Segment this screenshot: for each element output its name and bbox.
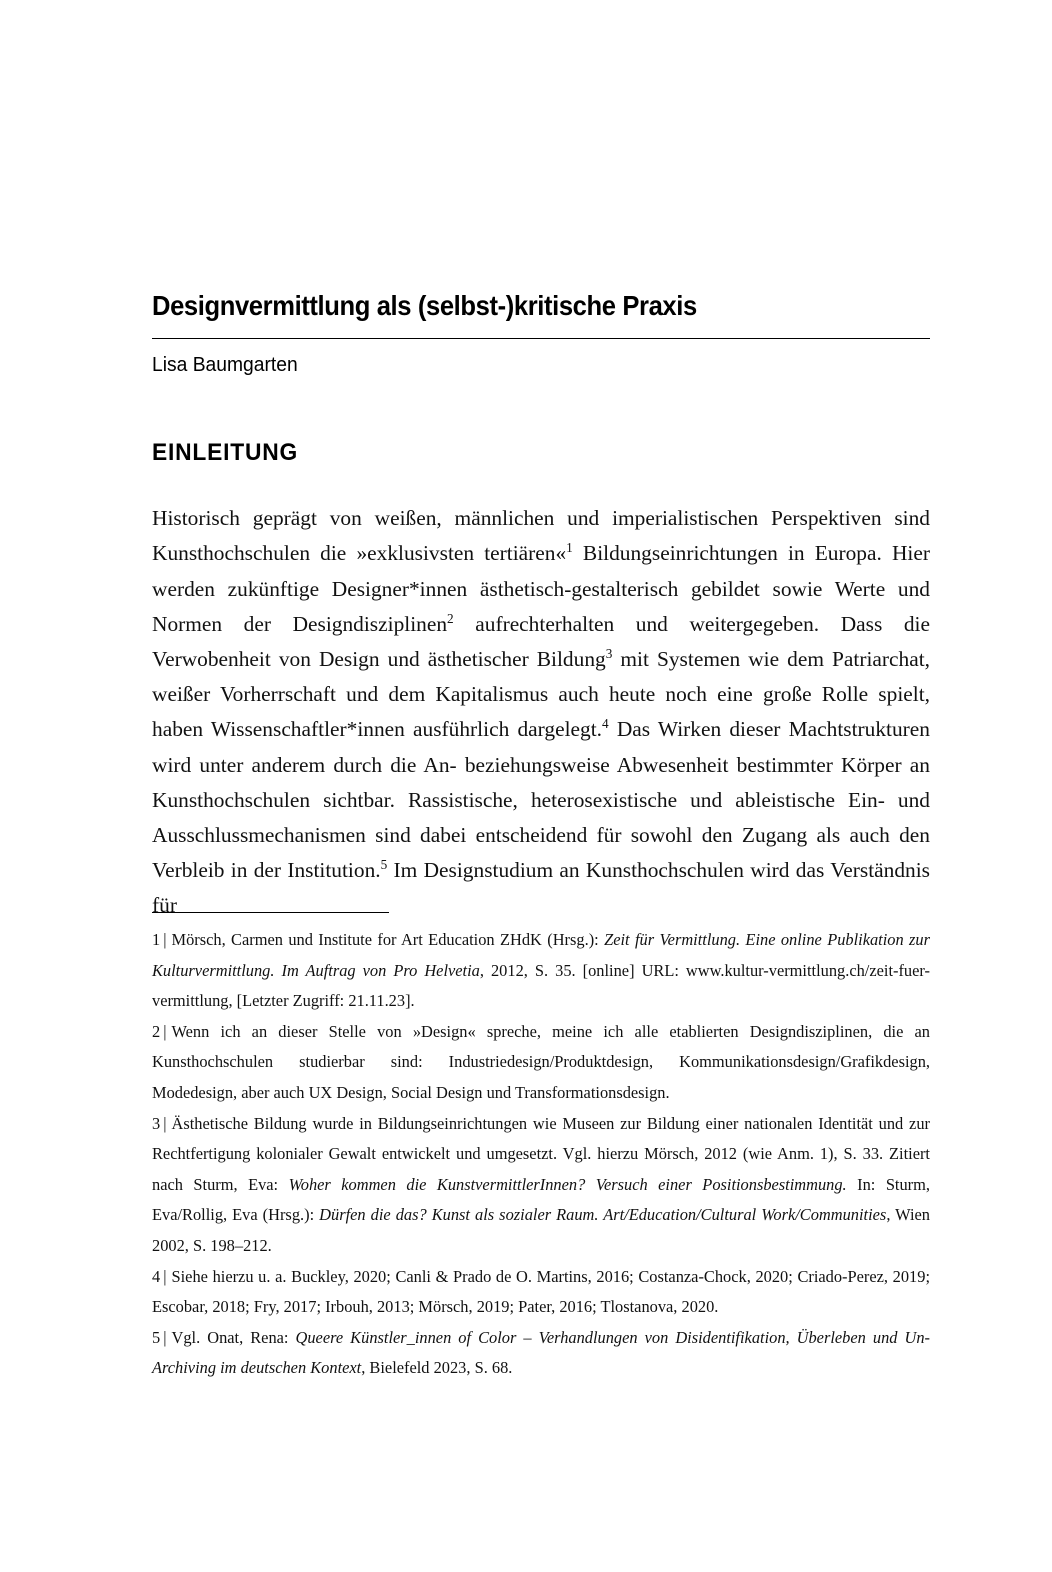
footnote-text: Siehe hierzu u. a. Buckley, 2020; Canli & Prado de O. Martins, 2016; Costanza-Chock, 2020; Criado-Perez, 2019; Escobar, 2018; Fry, 2017; Irbouh, 2013; Mörsch, 2019; Pater, 2016; Tlostanova, 2020. (152, 1266, 930, 1317)
footnote-ref-3[interactable]: 3 (605, 645, 613, 661)
article-header-and-body (152, 290, 930, 924)
footnote-number: 4 (152, 1266, 161, 1286)
footnote-text: Mörsch, Carmen und Institute for Art Education ZHdK (Hrsg.): (171, 930, 605, 949)
author-name: Lisa Baumgarten (152, 352, 298, 376)
footnote-text: , Bielefeld 2023, S. 68. (361, 1358, 513, 1378)
page-title: Designvermittlung als (selbst-)kritische Praxis (152, 290, 697, 321)
footnote-text: Vgl. Onat, Rena: (171, 1327, 296, 1347)
footnote-ref-2[interactable]: 2 (447, 610, 454, 626)
footnote-separator: | (163, 1113, 167, 1133)
body-text-segment-5: Das Wirken dieser Machtstrukturen wird unter anderem durch die An- beziehungsweise Abwesenheit bestimmter Körper an Kunsthochschulen sichtbar. Rassistische, heterosexistische und ableistische Ein- und Ausschlussmechanismen sind dabei entscheidend für sowohl den Zugang als auch den Verbleib in der Institution. (152, 717, 930, 883)
footnote-text: Wenn ich an dieser Stelle von »Design« spreche, meine ich alle etablierten Designdisziplinen, die an Kunsthochschulen studierbar sind: Industriedesign/Produktdesign, Kommunikationsdesign/Grafikdesign, Modedesign, aber auch UX Design, Social Design und Transformationsdesign. (152, 1021, 930, 1102)
footnote-item (152, 1323, 930, 1384)
body-text-segment-4: mit Systemen wie dem Patriarchat, weißer Vorherrschaft und dem Kapitalismus auch heute noch eine große Rolle spielt, haben Wissenschaftler*innen ausführlich dargelegt. (152, 647, 930, 742)
footnote-divider (152, 912, 389, 913)
footnote-ref-4[interactable]: 4 (602, 716, 609, 732)
footnote-ref-5[interactable]: 5 (380, 857, 388, 873)
footnote-title-italic: Zeit für Vermittlung. Eine online Publikation zur Kulturvermittlung. Im Auftrag von Pro Helvetia (152, 930, 931, 980)
footnote-item (152, 1017, 930, 1109)
footnote-separator: | (163, 1327, 167, 1347)
body-paragraph (152, 501, 930, 923)
footnote-separator: | (163, 930, 167, 949)
footnote-ref-1[interactable]: 1 (566, 540, 573, 556)
footnote-item (152, 1262, 930, 1323)
title-divider (152, 338, 930, 339)
footnote-item (152, 1109, 930, 1262)
body-text-segment-1: Historisch geprägt von weißen, männlichen und imperialistischen Perspektiven sind Kunsthochschulen die »exklusivsten tertiären« (152, 506, 930, 566)
footnote-title-italic: Queere Künstler_innen of Color – Verhandlungen von Disidentifikation, Überleben und Un-Archiving im deutschen Kontext (152, 1327, 930, 1378)
body-text-segment-2: Bildungseinrichtungen in Europa. Hier werden zukünftige Designer*innen ästhetisch-gestalterisch gebildet sowie Werte und Normen der Designdisziplinen (152, 541, 930, 636)
footnote-number: 1 (152, 930, 161, 949)
footnote-number: 3 (152, 1113, 161, 1133)
footnote-separator: | (163, 1266, 167, 1286)
footnote-text: Ästhetische Bildung wurde in Bildungseinrichtungen wie Museen zur Bildung einer nationalen Identität und zur Rechtfertigung kolonialer Gewalt entwickelt und umgesetzt. Vgl. hierzu Mörsch, 2012 (wie Anm. 1), S. 33. Zitiert nach Sturm, Eva: (152, 1113, 930, 1194)
footnote-item (152, 925, 930, 1017)
footnote-number: 2 (152, 1021, 161, 1041)
section-heading-einleitung: EINLEITUNG (152, 439, 299, 467)
body-text-segment-6: Im Designstudium an Kunsthochschulen wird das Verständnis für (152, 858, 930, 918)
footnote-list (152, 925, 930, 1384)
footnote-title-italic: Woher kommen die KunstvermittlerInnen? Versuch einer Positionsbestimmung. (288, 1174, 847, 1194)
footnote-title-italic: Dürfen die das? Kunst als sozialer Raum. Art/Education/Cultural Work/Communities (319, 1205, 887, 1225)
footnote-text: , Wien 2002, S. 198–212. (152, 1205, 930, 1255)
body-text-segment-3: aufrechterhalten und weitergegeben. Dass die Verwobenheit von Design und ästhetischer Bildung (152, 611, 930, 672)
footnote-separator: | (163, 1021, 167, 1041)
footnote-number: 5 (152, 1327, 161, 1347)
footnotes-section (152, 912, 930, 1384)
footnote-text: , 2012, S. 35. [online] URL: www.kultur-vermittlung.ch/zeit-fuer-vermittlung, [Letzter Zugriff: 21.11.23]. (152, 960, 930, 1011)
footnote-text: In: Sturm, Eva/Rollig, Eva (Hrsg.): (152, 1174, 930, 1225)
